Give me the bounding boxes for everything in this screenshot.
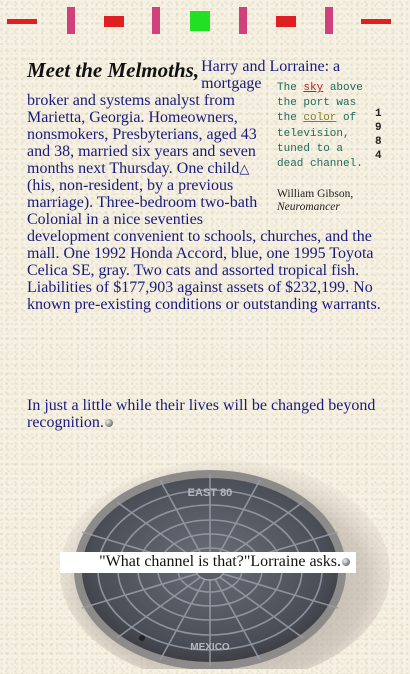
gibson-quote-box bbox=[277, 81, 383, 214]
story-text-part2: (his, non-resident, by a previous marriage). Three-bedroom two-bath Colonial in a nice seventies development convenient to schools, churches, and the mall. One 1992 Honda Accord, blue, one 1995 Toyota Celica SE, gray. Two cats and assorted tropical fish. Liabilities of $177,903 against assets of $232,199. No known pre-existing conditions or outstanding warrants. bbox=[27, 177, 381, 313]
bead-link-icon[interactable] bbox=[105, 419, 113, 427]
story-paragraph-2 bbox=[27, 397, 383, 431]
nav-segment-5[interactable] bbox=[190, 11, 210, 31]
image-caption bbox=[60, 552, 356, 573]
story-title: Meet the Melmoths, bbox=[27, 58, 200, 82]
color-link[interactable]: color bbox=[303, 112, 337, 125]
nav-segment-9[interactable] bbox=[361, 19, 391, 24]
nav-segment-2[interactable] bbox=[67, 7, 75, 34]
quote-author: William Gibson, bbox=[277, 188, 354, 201]
year-1984: 1 9 8 4 bbox=[375, 108, 382, 162]
nav-segment-7[interactable] bbox=[276, 16, 296, 27]
triangle-icon[interactable]: △ bbox=[239, 161, 250, 176]
gibson-quote: The sky above the port was the color of television, tuned to a dead channel. bbox=[277, 82, 363, 171]
story-paragraph bbox=[27, 58, 383, 313]
quote-attribution bbox=[277, 188, 383, 214]
caption-text: "What channel is that?"Lorraine asks. bbox=[99, 553, 341, 570]
nav-segment-3[interactable] bbox=[104, 16, 124, 27]
manhole-bottom-text: MEXICO bbox=[190, 642, 230, 653]
nav-segment-1[interactable] bbox=[7, 19, 37, 24]
nav-segment-6[interactable] bbox=[239, 7, 247, 34]
story-text-part1: Harry and Lorraine: a mortgage broker and systems analyst from Marietta, Georgia. Homeowners, nonsmokers, Presbyterians, aged 43 and 38, married six years and seven months next Thursday. One child bbox=[27, 58, 341, 177]
top-navigation-bar bbox=[0, 6, 410, 36]
nav-segment-4[interactable] bbox=[152, 7, 160, 34]
nav-segment-8[interactable] bbox=[325, 7, 333, 34]
manhole-top-text: EAST 80 bbox=[187, 487, 233, 499]
caption-bead-link-icon[interactable] bbox=[342, 558, 350, 566]
story-text-paragraph2: In just a little while their lives will be changed beyond recognition. bbox=[27, 397, 376, 431]
sky-link[interactable]: sky bbox=[303, 82, 324, 94]
quote-book: Neuromancer bbox=[277, 201, 340, 214]
